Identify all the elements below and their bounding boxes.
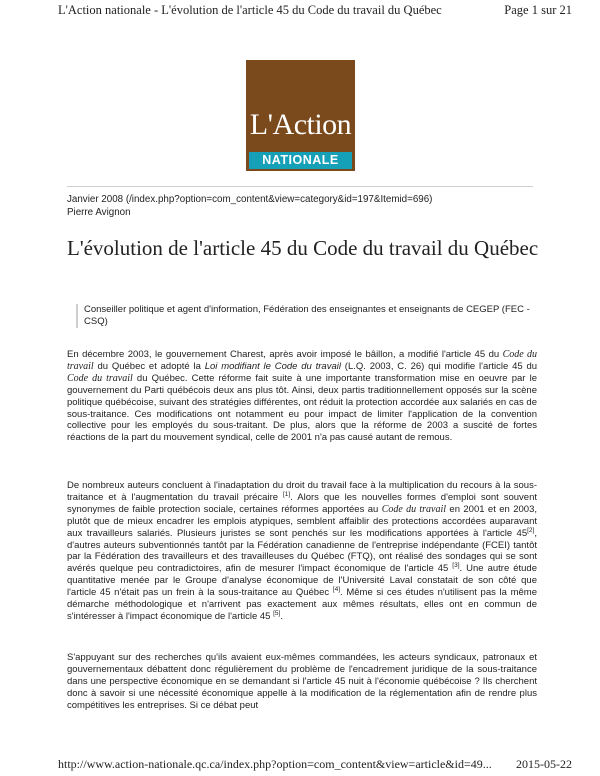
footnote-ref-5[interactable]: [5] [273, 609, 281, 617]
article-title: L'évolution de l'article 45 du Code du travail du Québec [67, 236, 539, 260]
print-header-page-number: Page 1 sur 21 [504, 3, 572, 17]
paragraph-3: S'appuyant sur des recherches qu'ils avaient eux-mêmes commandées, les acteurs syndicaux, patronaux et gouvernementaux débattent donc régulièrement du problème de l'encadrement juridique de la sous-traitance dans une perspective économique en se demandant si l'article 45 nuit à l'économie québécoise ? Ils cherchent donc à savoir si une nécessité économique appelle à la modification de la réglementation afin de rendre plus compétitives les entreprises. Si ce débat peut [67, 652, 537, 711]
print-footer-url: http://www.action-nationale.qc.ca/index.php?option=com_content&view=article&id=49... [58, 757, 492, 771]
print-header-title: L'Action nationale - L'évolution de l'article 45 du Code du travail du Québec [58, 3, 442, 17]
author-affiliation: Conseiller politique et agent d'information, Fédération des enseignantes et enseignants de CEGEP (FEC - CSQ) [76, 304, 546, 328]
print-header [58, 3, 572, 18]
issue-link[interactable]: Janvier 2008 (/index.php?option=com_content&view=category&id=197&Itemid=696) [67, 194, 433, 205]
print-footer [58, 757, 572, 772]
footnote-ref-3[interactable]: [3] [452, 562, 460, 570]
footnote-ref-4[interactable]: [4] [332, 586, 341, 593]
print-footer-date: 2015-05-22 [516, 757, 572, 771]
divider [67, 186, 533, 187]
logo-line-nationale: NATIONALE [249, 152, 352, 169]
footnote-ref-1[interactable]: [1] [282, 490, 291, 498]
author-name: Pierre Avignon [67, 207, 131, 218]
article-meta [67, 193, 432, 219]
paragraph-2: De nombreux auteurs concluent à l'inadaptation du droit du travail face à la multiplication du recours à la sous-traitance et à l'augmentation du travail précaire [1]. Alors que les nouvelles formes d'emploi sont souvent synonymes de faible protection sociale, certaines réformes apportées au Code du travail en 2001 et en 2003, plutôt que de mieux encadrer les emplois atypiques, semblent affaiblir des protections accordées auparavant aux travailleurs salariés. Plusieurs juristes se sont penchés sur les modifications apportées à l'article 45[2], d'autres auteurs subventionnés tantôt par la Fédération canadienne de l'entreprise indépendante (FCEI) tantôt par la Fédération des travailleurs et des travailleuses du Québec (FTQ), ont réalisé des sondages qui se sont avérés quelque peu contradictoires, afin de mesurer l'impact économique de l'article 45 [3]. Une autre étude quantitative menée par le Groupe d'analyse économique de l'Université Laval constatait de son côté que l'article 45 n'était pas un frein à la sous-traitance au Québec [4]. Même si ces études n'utilisent pas la même démarche méthodologique et n'arrivent pas exactement aux mêmes résultats, elles ont en commun de s'intéresser à l'impact économique de l'article 45 [5]. [67, 480, 537, 622]
paragraph-1: En décembre 2003, le gouvernement Charest, après avoir imposé le bâillon, a modifié l'article 45 du Code du travail du Québec et adopté la Loi modifiant le Code du travail (L.Q. 2003, C. 26) qui modifie l'article 45 du Code du travail du Québec. Cette réforme fait suite à une importante transformation mise en oeuvre par le gouvernement du Parti québécois deux ans plus tôt. Ainsi, deux partis traditionnellement opposés sur la scène politique québécoise, suivant des stratégies différentes, ont réduit la protection accordée aux salariés en cas de sous-traitance. Ces modifications ont notamment eu pour impact de limiter l'application de la convention collective pour les employés du sous-traitant. De plus, alors que la réforme de 2003 a suscité de fortes réactions de la part du mouvement syndical, celle de 2001 n'a pas causé autant de remous. [67, 349, 538, 444]
footnote-ref-2[interactable]: [2] [527, 526, 535, 534]
logo-line-action: L'Action [249, 108, 352, 141]
site-logo[interactable] [246, 60, 355, 171]
